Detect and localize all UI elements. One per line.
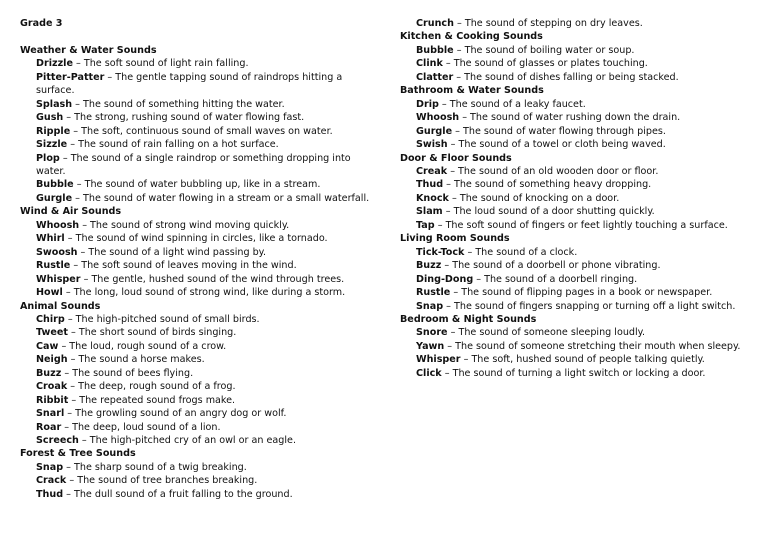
sound-entry bbox=[36, 434, 372, 447]
sound-term: Ding-Dong bbox=[416, 273, 474, 285]
sound-entry bbox=[36, 192, 372, 205]
sound-term: Rustle bbox=[36, 260, 71, 272]
sound-term: Sizzle bbox=[36, 139, 68, 151]
right-column bbox=[400, 17, 752, 380]
sound-term: Clink bbox=[416, 58, 443, 70]
sound-description: The dull sound of a fruit falling to the ground. bbox=[73, 488, 293, 500]
sound-entry bbox=[416, 44, 752, 57]
sound-term: Swoosh bbox=[36, 246, 78, 258]
sound-entry bbox=[416, 219, 752, 232]
sound-term: Roar bbox=[36, 421, 62, 433]
sound-term: Yawn bbox=[416, 340, 445, 352]
sound-entry bbox=[36, 125, 372, 138]
sound-term: Gurgle bbox=[36, 192, 73, 204]
dash: – bbox=[67, 327, 79, 339]
sound-term: Snore bbox=[416, 327, 448, 339]
sound-description: The sound of something hitting the water. bbox=[83, 98, 285, 110]
sound-term: Whisper bbox=[416, 354, 461, 366]
dash: – bbox=[78, 435, 90, 447]
sound-entry bbox=[416, 111, 752, 124]
sound-description: The sound of fingers snapping or turning off a light switch. bbox=[454, 300, 736, 312]
sound-term: Buzz bbox=[36, 367, 62, 379]
sound-entry bbox=[36, 286, 372, 299]
grade-title: Grade 3 bbox=[20, 18, 63, 29]
section-heading: Bedroom & Night Sounds bbox=[400, 313, 537, 325]
dash: – bbox=[70, 125, 82, 137]
sound-description: The sound of a single raindrop or something dropping into water. bbox=[36, 152, 351, 177]
dash: – bbox=[441, 367, 453, 379]
sound-description: The sound of flipping pages in a book or newspaper. bbox=[461, 287, 713, 299]
dash: – bbox=[63, 488, 74, 500]
section-heading: Forest & Tree Sounds bbox=[20, 448, 136, 460]
sound-term: Ribbit bbox=[36, 394, 69, 406]
sound-term: Clatter bbox=[416, 71, 454, 83]
sound-term: Creak bbox=[416, 165, 448, 177]
sound-description: The deep, rough sound of a frog. bbox=[78, 381, 236, 393]
sound-entry bbox=[416, 340, 752, 353]
sound-description: The sound of a towel or cloth being waved. bbox=[458, 139, 666, 151]
dash: – bbox=[72, 192, 84, 204]
sound-term: Snap bbox=[416, 300, 444, 312]
sound-description: The sound of a leaky faucet. bbox=[449, 98, 586, 110]
sound-entry bbox=[416, 125, 752, 138]
sound-entry bbox=[416, 286, 752, 299]
sound-description: The deep, loud sound of a lion. bbox=[72, 421, 221, 433]
dash: – bbox=[447, 327, 459, 339]
section-heading: Wind & Air Sounds bbox=[20, 206, 122, 218]
section-heading: Bathroom & Water Sounds bbox=[400, 85, 544, 97]
left-column bbox=[20, 17, 372, 501]
sound-description: The soft, hushed sound of people talking quietly. bbox=[471, 354, 705, 366]
section-heading: Kitchen & Cooking Sounds bbox=[400, 31, 543, 43]
sound-entry bbox=[36, 178, 372, 191]
sound-description: The sound of a clock. bbox=[475, 246, 578, 258]
sound-entry bbox=[416, 246, 752, 259]
sound-entry bbox=[416, 259, 752, 272]
sound-term: Croak bbox=[36, 381, 68, 393]
dash: – bbox=[80, 273, 92, 285]
dash: – bbox=[64, 313, 76, 325]
sound-entry bbox=[36, 367, 372, 380]
sound-description: The long, loud sound of strong wind, like during a storm. bbox=[73, 287, 346, 299]
sound-description: The sound of water flowing through pipes. bbox=[463, 125, 666, 137]
sound-term: Screech bbox=[36, 435, 79, 447]
dash: – bbox=[67, 354, 79, 366]
sound-description: The sound of water rushing down the drain. bbox=[470, 112, 681, 124]
sound-term: Gurgle bbox=[416, 125, 453, 137]
sound-entry bbox=[36, 98, 372, 111]
dash: – bbox=[73, 179, 85, 191]
sound-description: The sound of dishes falling or being stacked. bbox=[464, 71, 679, 83]
sound-entry bbox=[36, 313, 372, 326]
sound-description: The soft, continuous sound of small waves on water. bbox=[81, 125, 333, 137]
sound-description: The sound of stepping on dry leaves. bbox=[464, 18, 643, 29]
sound-term: Whoosh bbox=[416, 112, 460, 124]
dash: – bbox=[62, 287, 74, 299]
sound-term: Bubble bbox=[36, 179, 74, 191]
sound-description: The sound of wind spinning in circles, like a tornado. bbox=[75, 233, 328, 245]
sound-description: The sound of someone sleeping loudly. bbox=[458, 327, 646, 339]
sound-term: Drizzle bbox=[36, 58, 73, 70]
sound-term: Caw bbox=[36, 340, 59, 352]
sound-term: Bubble bbox=[416, 44, 454, 56]
sound-entry bbox=[36, 259, 372, 272]
dash: – bbox=[77, 246, 89, 258]
dash: – bbox=[70, 260, 82, 272]
sound-term: Whoosh bbox=[36, 219, 80, 231]
sound-entry bbox=[36, 326, 372, 339]
sound-description: The sound of water flowing in a stream or a small waterfall. bbox=[83, 192, 370, 204]
sound-term: Plop bbox=[36, 152, 60, 164]
sound-entry bbox=[416, 192, 752, 205]
dash: – bbox=[64, 233, 76, 245]
section-heading: Animal Sounds bbox=[20, 300, 101, 312]
dash: – bbox=[104, 71, 116, 83]
dash: – bbox=[79, 219, 91, 231]
sound-description: The sound of tree branches breaking. bbox=[77, 475, 258, 487]
sound-entry bbox=[36, 421, 372, 434]
dash: – bbox=[450, 287, 462, 299]
dash: – bbox=[447, 165, 459, 177]
sound-entry bbox=[36, 219, 372, 232]
sound-entry bbox=[36, 232, 372, 245]
sound-description: The sound of glasses or plates touching. bbox=[453, 58, 648, 70]
dash: – bbox=[64, 408, 76, 420]
dash: – bbox=[443, 179, 454, 191]
dash: – bbox=[443, 300, 454, 312]
sound-term: Rustle bbox=[416, 287, 451, 299]
sound-term: Slam bbox=[416, 206, 443, 218]
sound-description: The soft sound of light rain falling. bbox=[83, 58, 249, 70]
sound-entry bbox=[36, 407, 372, 420]
sound-description: The sound of strong wind moving quickly. bbox=[90, 219, 290, 231]
sound-entry bbox=[416, 367, 752, 380]
dash: – bbox=[452, 125, 464, 137]
dash: – bbox=[464, 246, 476, 258]
sound-entry bbox=[36, 461, 372, 474]
sound-term: Chirp bbox=[36, 313, 65, 325]
sound-description: The sound of a doorbell or phone vibrating. bbox=[452, 260, 661, 272]
sound-term: Tap bbox=[416, 219, 435, 231]
dash: – bbox=[473, 273, 485, 285]
sound-term: Knock bbox=[416, 192, 449, 204]
sound-entry bbox=[36, 340, 372, 353]
section-heading: Door & Floor Sounds bbox=[400, 152, 512, 164]
dash: – bbox=[448, 192, 460, 204]
dash: – bbox=[58, 340, 70, 352]
sound-description: The sound of boiling water or soup. bbox=[464, 44, 635, 56]
sound-entry bbox=[416, 98, 752, 111]
sound-entry bbox=[36, 474, 372, 487]
sound-entry bbox=[416, 57, 752, 70]
sound-entry bbox=[416, 353, 752, 366]
sound-entry bbox=[36, 246, 372, 259]
section-heading: Weather & Water Sounds bbox=[20, 44, 157, 56]
sound-entry bbox=[36, 273, 372, 286]
sound-term: Thud bbox=[416, 179, 444, 191]
sound-description: The high-pitched cry of an owl or an eagle. bbox=[89, 435, 296, 447]
dash: – bbox=[434, 219, 446, 231]
dash: – bbox=[68, 394, 80, 406]
sound-entry bbox=[416, 138, 752, 151]
sound-entry bbox=[416, 326, 752, 339]
sound-term: Tweet bbox=[36, 327, 68, 339]
right-sections bbox=[400, 30, 752, 380]
section-heading: Living Room Sounds bbox=[400, 233, 510, 245]
sound-description: The sound of someone stretching their mouth when sleepy. bbox=[455, 340, 741, 352]
sound-term: Drip bbox=[416, 98, 439, 110]
sound-description: The sound of a doorbell ringing. bbox=[484, 273, 638, 285]
sound-description: The sound of a light wind passing by. bbox=[88, 246, 267, 258]
sound-term: Tick-Tock bbox=[416, 246, 465, 258]
sound-entry bbox=[416, 17, 752, 30]
sound-description: The short sound of birds singing. bbox=[78, 327, 237, 339]
dash: – bbox=[67, 139, 79, 151]
sound-description: The soft sound of fingers or feet lightly touching a surface. bbox=[445, 219, 728, 231]
dash: – bbox=[453, 44, 465, 56]
sound-entry bbox=[416, 205, 752, 218]
dash: – bbox=[441, 260, 453, 272]
dash: – bbox=[447, 139, 459, 151]
sound-term: Buzz bbox=[416, 260, 442, 272]
sound-description: The sound of rain falling on a hot surface. bbox=[78, 139, 279, 151]
sound-entry bbox=[36, 394, 372, 407]
dash: – bbox=[459, 112, 471, 124]
dash: – bbox=[438, 98, 450, 110]
sound-term: Ripple bbox=[36, 125, 71, 137]
dash: – bbox=[61, 367, 73, 379]
sound-term: Click bbox=[416, 367, 442, 379]
sound-term: Snarl bbox=[36, 408, 65, 420]
sound-entry bbox=[416, 71, 752, 84]
dash: – bbox=[59, 152, 71, 164]
sound-entry bbox=[416, 165, 752, 178]
sound-description: The sound of knocking on a door. bbox=[459, 192, 620, 204]
sound-entry bbox=[36, 71, 372, 98]
sound-term: Splash bbox=[36, 98, 73, 110]
dash: – bbox=[63, 461, 74, 473]
sound-entry bbox=[36, 57, 372, 70]
sound-entry bbox=[36, 488, 372, 501]
dash: – bbox=[72, 58, 84, 70]
sound-entry bbox=[36, 138, 372, 151]
sound-term: Crack bbox=[36, 475, 67, 487]
sound-term: Thud bbox=[36, 488, 64, 500]
dash: – bbox=[444, 340, 456, 352]
sound-description: The gentle, hushed sound of the wind through trees. bbox=[91, 273, 345, 285]
sound-description: The sound of an old wooden door or floor. bbox=[458, 165, 659, 177]
sound-entry bbox=[36, 111, 372, 124]
sound-entry bbox=[36, 152, 372, 179]
sound-term: Whirl bbox=[36, 233, 65, 245]
sound-description: The growling sound of an angry dog or wolf. bbox=[75, 408, 287, 420]
dash: – bbox=[61, 421, 73, 433]
sound-entry bbox=[416, 300, 752, 313]
sound-term: Howl bbox=[36, 287, 63, 299]
dash: – bbox=[453, 71, 465, 83]
sound-description: The sharp sound of a twig breaking. bbox=[74, 461, 247, 473]
sound-description: The strong, rushing sound of water flowing fast. bbox=[74, 112, 305, 124]
sound-entry bbox=[416, 273, 752, 286]
dash: – bbox=[460, 354, 472, 366]
sound-term: Crunch bbox=[416, 18, 454, 29]
sound-description: The loud, rough sound of a crow. bbox=[69, 340, 227, 352]
sound-description: The gentle tapping sound of raindrops hitting a surface. bbox=[36, 71, 343, 97]
dash: – bbox=[63, 112, 75, 124]
dash: – bbox=[442, 206, 454, 218]
sound-term: Snap bbox=[36, 461, 64, 473]
sound-term: Gush bbox=[36, 112, 64, 124]
sound-description: The loud sound of a door shutting quickly. bbox=[453, 206, 655, 218]
sound-description: The sound of turning a light switch or locking a door. bbox=[452, 367, 706, 379]
dash: – bbox=[67, 381, 79, 393]
sound-term: Whisper bbox=[36, 273, 81, 285]
sound-description: The sound of something heavy dropping. bbox=[453, 179, 652, 191]
sound-entry bbox=[416, 178, 752, 191]
sound-term: Neigh bbox=[36, 354, 68, 366]
sound-description: The sound of bees flying. bbox=[72, 367, 194, 379]
sound-entry bbox=[36, 353, 372, 366]
dash: – bbox=[442, 58, 454, 70]
dash: – bbox=[72, 98, 83, 110]
dash: – bbox=[66, 475, 78, 487]
sound-description: The sound of water bubbling up, like in a stream. bbox=[84, 179, 321, 191]
sound-term: Swish bbox=[416, 139, 448, 151]
dash: – bbox=[453, 18, 465, 29]
sound-entry bbox=[36, 380, 372, 393]
sound-description: The sound a horse makes. bbox=[78, 354, 205, 366]
left-sections bbox=[20, 44, 372, 501]
sound-description: The repeated sound frogs make. bbox=[79, 394, 236, 406]
sound-term: Pitter-Patter bbox=[36, 71, 105, 83]
sound-description: The high-pitched sound of small birds. bbox=[75, 313, 260, 325]
sound-description: The soft sound of leaves moving in the wind. bbox=[81, 260, 297, 272]
